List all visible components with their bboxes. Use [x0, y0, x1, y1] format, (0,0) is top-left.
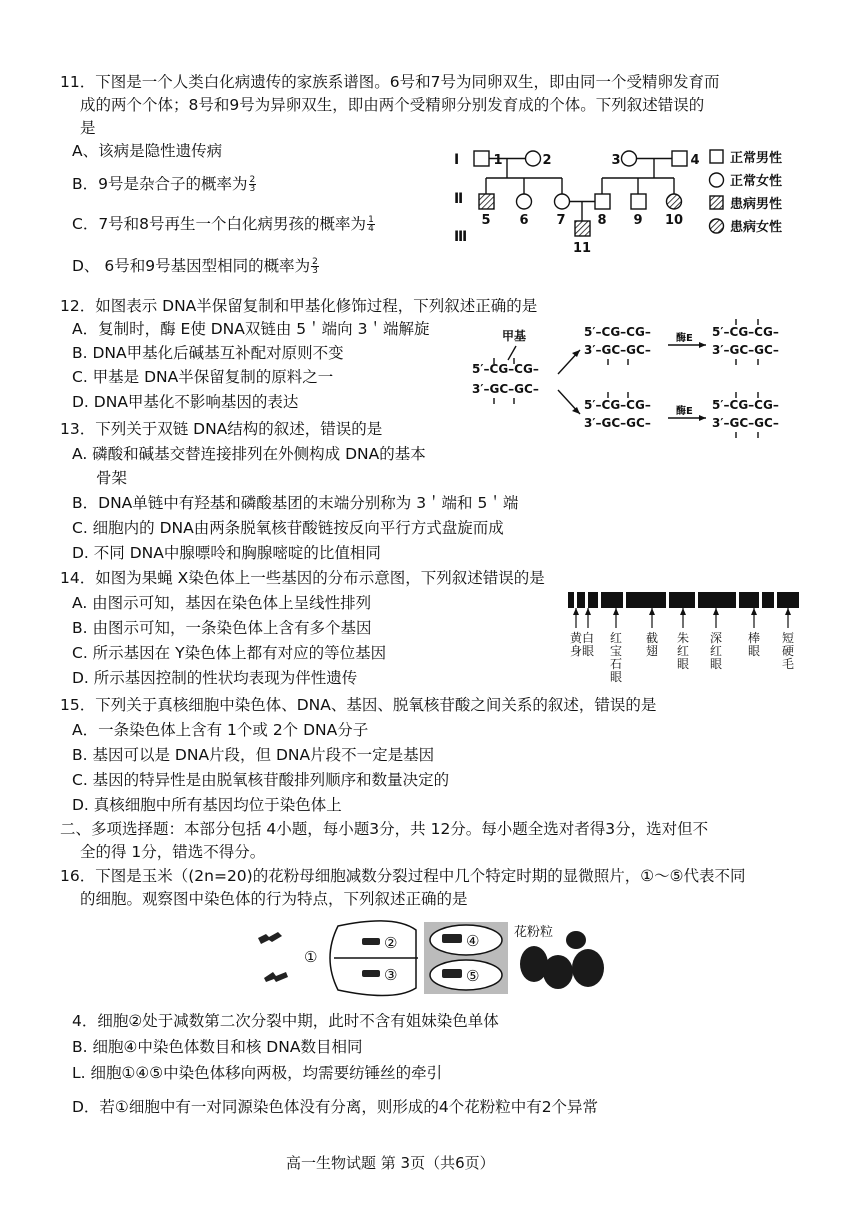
- q11-option-a: A、该病是隐性遗传病: [72, 142, 223, 160]
- gene-label: 深红眼: [709, 631, 723, 671]
- q16-option-a: 4．细胞②处于减数第二次分裂中期，此时不含有姐妹染色单体: [72, 1012, 499, 1030]
- individual-5: [479, 194, 494, 209]
- label-11: 11: [572, 241, 592, 256]
- strand-right-top-2: 5′–CG–CG–: [712, 398, 779, 412]
- q16-stem-line1: 16．下图是玉米（(2n=20)的花粉母细胞减数分裂过程中几个特定时期的显微照片，①～⑤代表不同: [60, 867, 746, 885]
- dna-methylation-figure: [468, 316, 798, 444]
- gene-label: 红宝石眼: [609, 631, 623, 684]
- q14-stem: 14．如图为果蝇 X染色体上一些基因的分布示意图，下列叙述错误的是: [60, 569, 545, 587]
- q13-option-b: B．DNA单链中有羟基和磷酸基团的末端分别称为 3＇端和 5＇端: [72, 494, 519, 512]
- q15-stem: 15．下列关于真核细胞中染色体、DNA、基因、脱氧核苷酸之间关系的叙述，错误的是: [60, 696, 657, 714]
- label-2: 2: [542, 153, 552, 168]
- enzyme-e-label-1: 酶E: [676, 333, 693, 344]
- q13-stem: 13．下列关于双链 DNA结构的叙述，错误的是: [60, 420, 383, 438]
- fraction: $\frac{1}{4}$: [368, 215, 374, 234]
- q11-stem-line3: 是: [80, 119, 96, 137]
- gen-label-3: Ⅲ: [454, 229, 468, 245]
- legend-affected-male: 患病男性: [730, 197, 783, 212]
- q15-option-b: B. 基因可以是 DNA片段，但 DNA片段不一定是基因: [72, 746, 435, 764]
- label-7: 7: [556, 213, 566, 228]
- label-3: 3: [611, 153, 621, 168]
- q14-option-b: B. 由图示可知，一条染色体上含有多个基因: [72, 619, 372, 637]
- q15-option-a: A．一条染色体上含有 1个或 2个 DNA分子: [72, 721, 369, 739]
- q11-option-c: C．7号和8号再生一个白化病男孩的概率为 $\frac{1}{4}$: [72, 215, 374, 234]
- q11-option-d: D、 6号和9号基因型相同的概率为 $\frac{2}{3}$: [72, 257, 318, 276]
- fraction: $\frac{2}{3}$: [249, 175, 256, 194]
- individual-1: [474, 151, 489, 166]
- individual-8: [595, 194, 610, 209]
- section2-heading-line1: 二、多项选择题：本部分包括 4小题，每小题3分，共 12分。每小题全选对者得3分，选对但不: [60, 820, 709, 838]
- gen-label-1: I: [454, 152, 460, 168]
- q16-option-b: B. 细胞④中染色体数目和核 DNA数目相同: [72, 1038, 363, 1056]
- cell-2-label: ②: [384, 934, 398, 952]
- q14-option-a: A. 由图示可知，基因在染色体上呈线性排列: [72, 594, 372, 612]
- fraction: $\frac{2}{3}$: [312, 257, 318, 276]
- individual-11: [575, 221, 590, 236]
- page-footer: 高一生物试题 第 3页（共6页）: [286, 1154, 495, 1172]
- strand-mid-bottom-2: 3′–GC–GC–: [584, 416, 651, 430]
- q13-option-a-line2: 骨架: [96, 469, 128, 487]
- q14-option-c: C. 所示基因在 Y染色体上都有对应的等位基因: [72, 644, 387, 662]
- strand-left-top: 5′–CG–CG–: [472, 362, 539, 376]
- x-chromosome-gene-map: [566, 590, 802, 686]
- pedigree-chart: [448, 140, 808, 258]
- gen-label-2: Ⅱ: [454, 191, 464, 207]
- q11-stem-line1: 11．下图是一个人类白化病遗传的家族系谱图。6号和7号为同卵双生，即由同一个受精卵发育而: [60, 73, 720, 91]
- q13-option-c: C. 细胞内的 DNA由两条脱氧核苷酸链按反向平行方式盘旋而成: [72, 519, 504, 537]
- q16-stem-line2: 的细胞。观察图中染色体的行为特点，下列叙述正确的是: [80, 890, 468, 908]
- gene-label: 朱红眼: [676, 631, 690, 671]
- legend-normal-female-symbol: [710, 173, 724, 187]
- cell-5-label: ⑤: [466, 967, 480, 985]
- label-1: 1: [493, 153, 503, 168]
- q13-option-d: D. 不同 DNA中腺嘌呤和胸腺嘧啶的比值相同: [72, 544, 381, 562]
- q12-option-b: B. DNA甲基化后碱基互补配对原则不变: [72, 344, 344, 362]
- q12-option-c: C. 甲基是 DNA半保留复制的原料之一: [72, 368, 334, 386]
- individual-2: [526, 151, 541, 166]
- strand-left-bottom: 3′–GC–GC–: [472, 382, 539, 396]
- legend-normal-male: 正常男性: [730, 151, 783, 166]
- strand-mid-top-2: 5′–CG–CG–: [584, 398, 651, 412]
- q16-option-d: D．若①细胞中有一对同源染色体没有分离，则形成的4个花粉粒中有2个异常: [72, 1098, 599, 1116]
- gene-label: 棒眼: [747, 631, 761, 658]
- cell-3-label: ③: [384, 966, 398, 984]
- q12-option-a: A．复制时，酶 E使 DNA双链由 5＇端向 3＇端解旋: [72, 320, 430, 338]
- label-8: 8: [597, 213, 607, 228]
- q15-option-c: C. 基因的特异性是由脱氧核苷酸排列顺序和数量决定的: [72, 771, 450, 789]
- individual-7: [555, 194, 570, 209]
- q15-option-d: D. 真核细胞中所有基因均位于染色体上: [72, 796, 342, 814]
- section2-heading-line2: 全的得 1分，错选不得分。: [80, 843, 266, 861]
- strand-right-bottom-1: 3′–GC–GC–: [712, 343, 779, 357]
- strand-right-bottom-2: 3′–GC–GC–: [712, 416, 779, 430]
- enzyme-e-label-2: 酶E: [676, 406, 693, 417]
- pollen-label: 花粉粒: [514, 925, 554, 940]
- legend-affected-male-symbol: [710, 196, 723, 209]
- gene-label: 截翅: [645, 631, 659, 658]
- q16-option-c: L. 细胞①④⑤中染色体移向两极，均需要纺锤丝的牵引: [72, 1064, 443, 1082]
- legend-affected-female-symbol: [710, 219, 724, 233]
- strand-right-top-1: 5′–CG–CG–: [712, 325, 779, 339]
- legend-normal-female: 正常女性: [730, 174, 783, 189]
- meiosis-micrograph: [252, 916, 612, 998]
- legend-normal-male-symbol: [710, 150, 723, 163]
- strand-mid-bottom-1: 3′–GC–GC–: [584, 343, 651, 357]
- label-10: 10: [664, 213, 684, 228]
- q14-option-d: D. 所示基因控制的性状均表现为伴性遗传: [72, 669, 358, 687]
- gene-label: 短硬毛: [781, 631, 795, 671]
- cell-1-label: ①: [304, 948, 318, 966]
- label-5: 5: [481, 213, 491, 228]
- label-6: 6: [519, 213, 529, 228]
- individual-3: [622, 151, 637, 166]
- q12-option-d: D. DNA甲基化不影响基因的表达: [72, 393, 299, 411]
- gene-label: 白眼: [581, 631, 595, 658]
- q13-option-a-line1: A. 磷酸和碱基交替连接排列在外侧构成 DNA的基本: [72, 445, 426, 463]
- label-4: 4: [690, 153, 700, 168]
- individual-6: [517, 194, 532, 209]
- strand-mid-top-1: 5′–CG–CG–: [584, 325, 651, 339]
- cell-4-label: ④: [466, 932, 480, 950]
- individual-10: [667, 194, 682, 209]
- methyl-label: 甲基: [502, 329, 527, 343]
- gene-label: 黄身: [569, 631, 583, 658]
- individual-9: [631, 194, 646, 209]
- legend-affected-female: 患病女性: [730, 220, 783, 235]
- q11-stem-line2: 成的两个个体；8号和9号为异卵双生，即由两个受精卵分别发育成的个体。下列叙述错误的: [80, 96, 705, 114]
- label-9: 9: [633, 213, 643, 228]
- q11-option-b: B．9号是杂合子的概率为 $\frac{2}{3}$: [72, 175, 256, 194]
- q12-stem: 12．如图表示 DNA半保留复制和甲基化修饰过程，下列叙述正确的是: [60, 297, 538, 315]
- individual-4: [672, 151, 687, 166]
